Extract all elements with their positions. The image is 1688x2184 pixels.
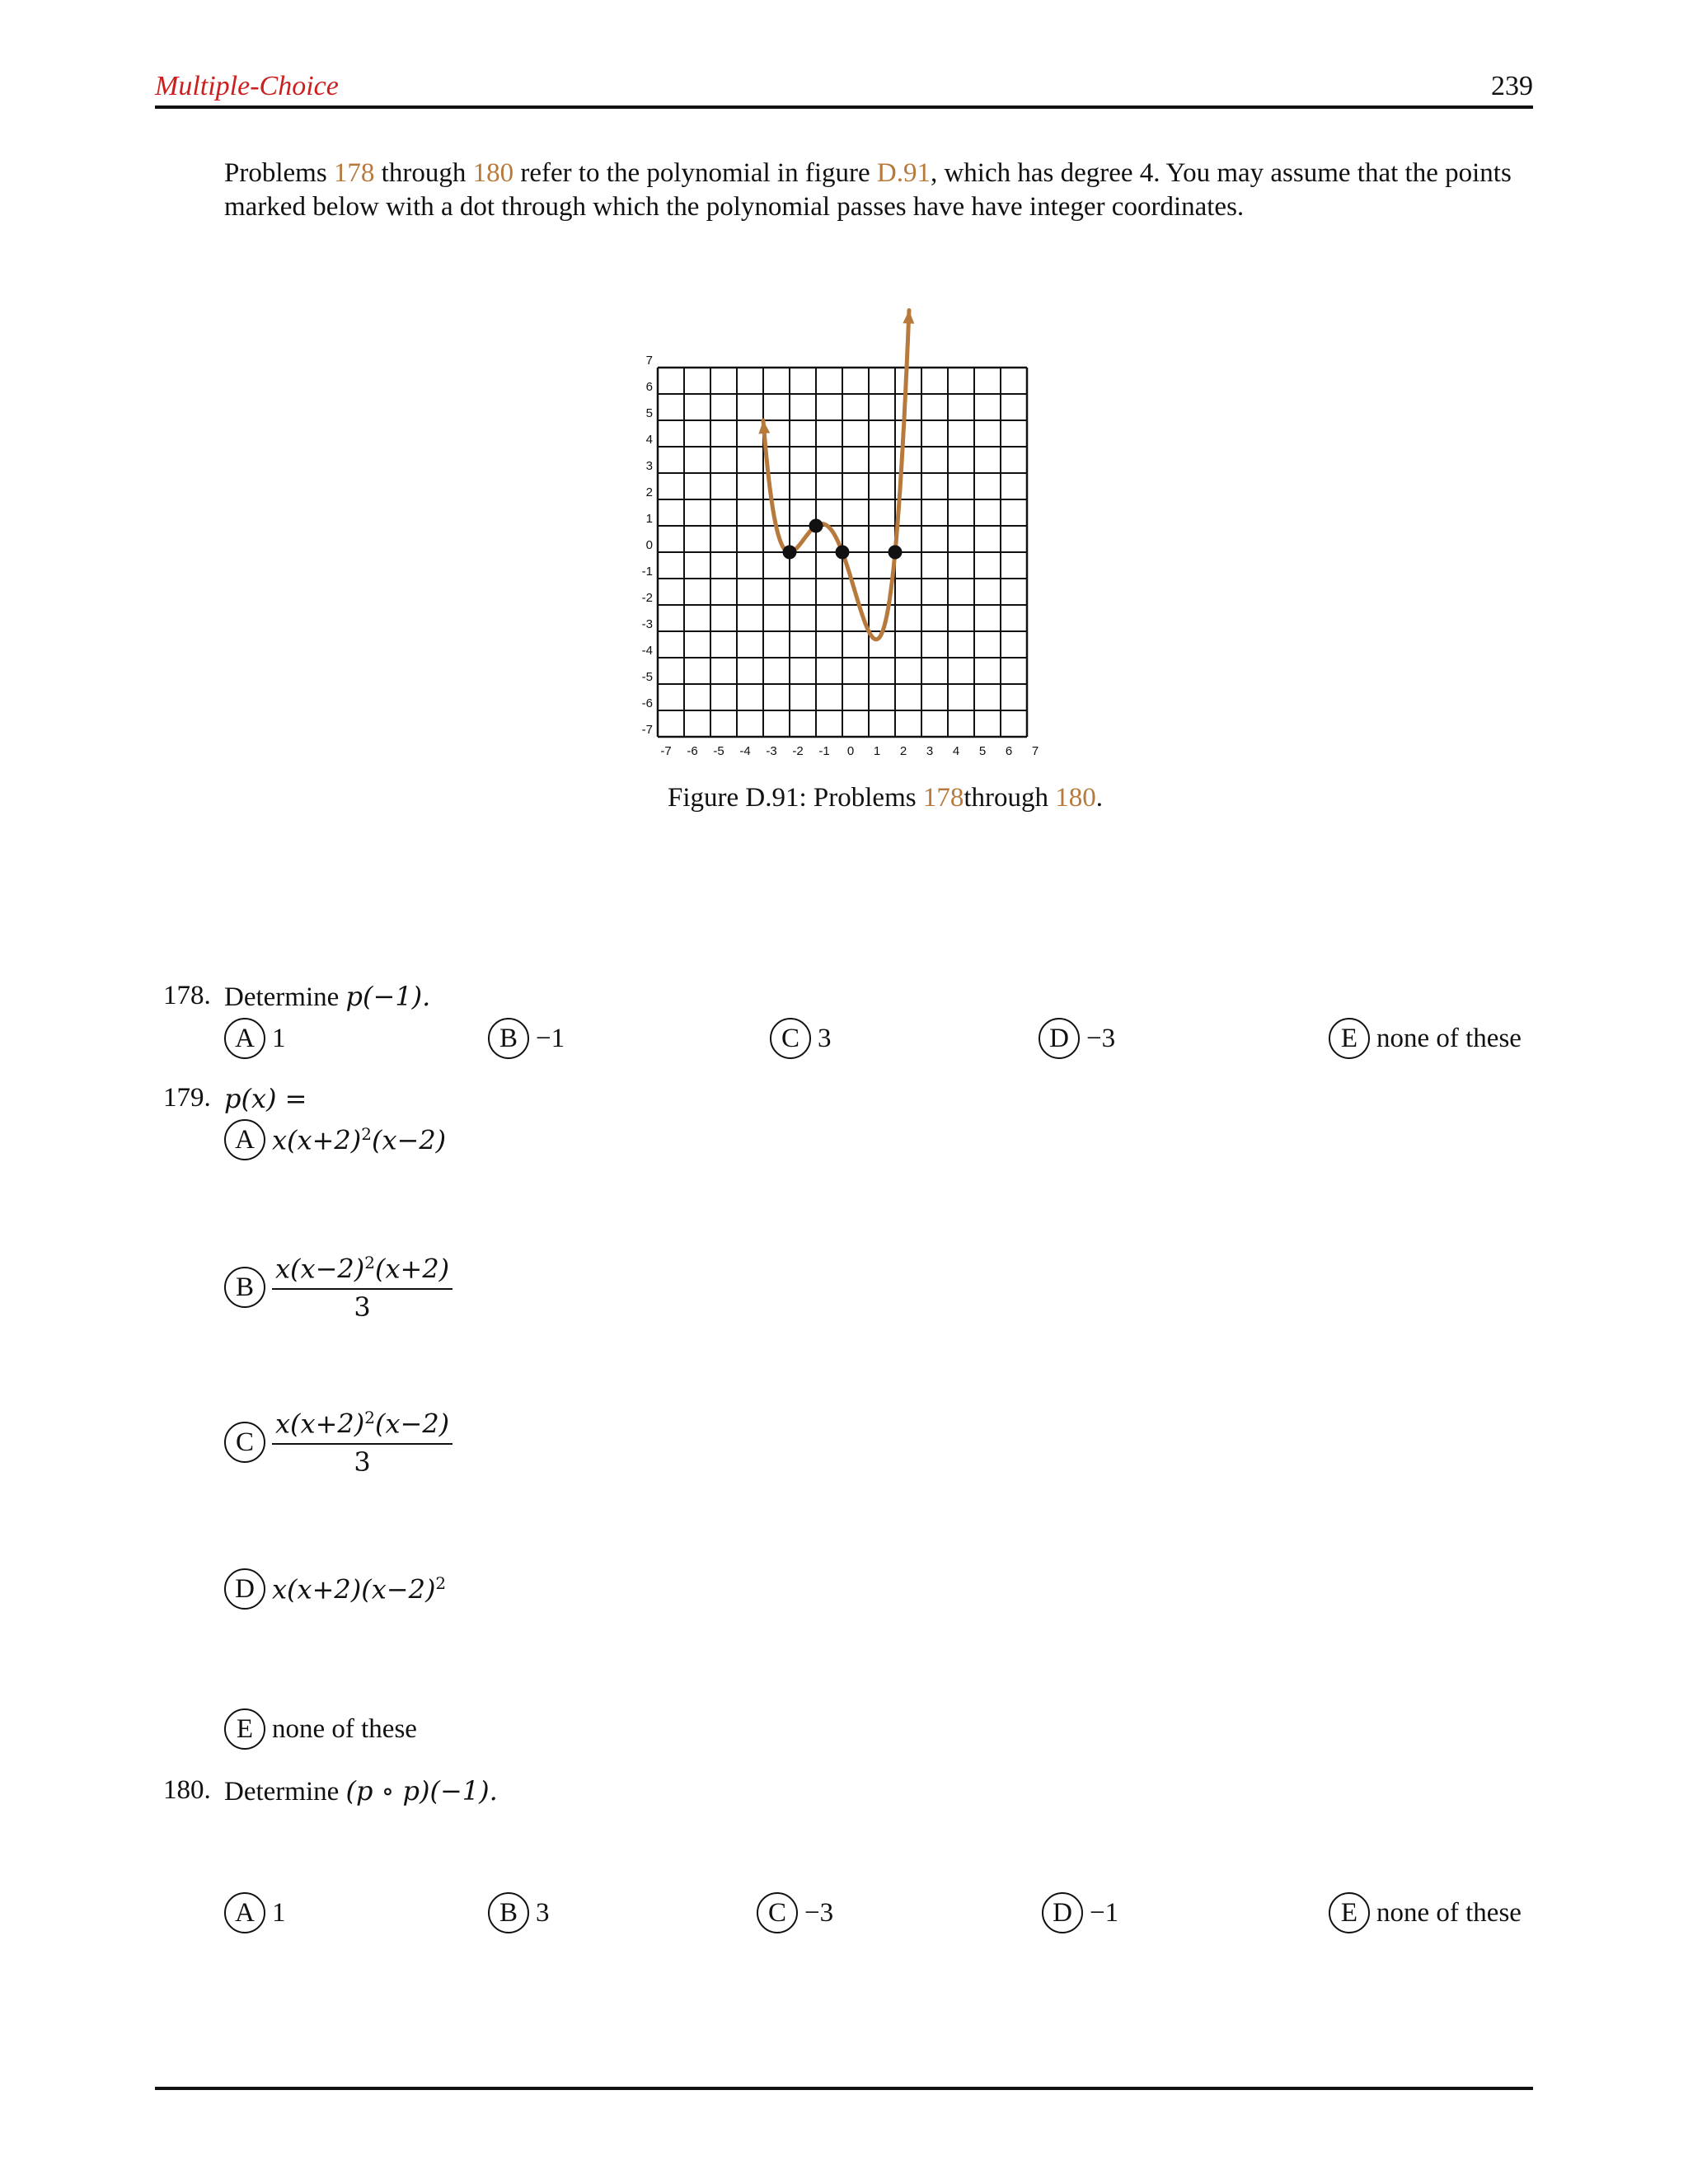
polynomial-graph bbox=[626, 288, 1055, 758]
x-tick-label: -5 bbox=[713, 744, 724, 758]
y-tick-label: 2 bbox=[645, 485, 653, 499]
x-axis-tick-labels bbox=[660, 744, 1039, 758]
x-tick-label: 2 bbox=[899, 744, 907, 758]
marked-point bbox=[783, 546, 797, 560]
x-tick-label: 3 bbox=[926, 744, 934, 758]
q180-option-d[interactable]: D −1 bbox=[1042, 1892, 1118, 1933]
q179-option-a[interactable]: A $x(x+2)^2(x-2)$ bbox=[224, 1119, 446, 1160]
curve-arrowhead bbox=[758, 420, 770, 434]
q180-option-b[interactable]: B 3 bbox=[488, 1892, 550, 1933]
choice-circle-d[interactable]: D bbox=[224, 1568, 265, 1610]
question-number-180: 180. bbox=[163, 1775, 211, 1805]
header-rule bbox=[155, 105, 1533, 109]
y-tick-label: -4 bbox=[641, 644, 653, 658]
x-tick-label: 0 bbox=[846, 744, 855, 758]
choice-circle-c[interactable]: C bbox=[770, 1018, 811, 1059]
q179-option-e[interactable]: E none of these bbox=[224, 1708, 417, 1750]
x-tick-label: 5 bbox=[978, 744, 987, 758]
question-prompt-178: Determine p(−1). bbox=[224, 981, 431, 1012]
q178-option-b[interactable]: B −1 bbox=[488, 1018, 565, 1059]
q178-option-c[interactable]: C 3 bbox=[770, 1018, 832, 1059]
x-tick-label: 7 bbox=[1031, 744, 1039, 758]
q179-option-d[interactable]: D $x(x+2)(x-2)^2$ bbox=[224, 1568, 446, 1610]
marked-point bbox=[889, 546, 903, 560]
q178-option-a[interactable]: A 1 bbox=[224, 1018, 286, 1059]
page-number: 239 bbox=[1491, 71, 1533, 101]
x-tick-label: -7 bbox=[660, 744, 672, 758]
choice-circle-c[interactable]: C bbox=[757, 1892, 798, 1933]
choice-circle-b[interactable]: B bbox=[224, 1267, 265, 1308]
choice-circle-e[interactable]: E bbox=[1329, 1892, 1370, 1933]
curve-arrowhead bbox=[903, 310, 914, 323]
y-tick-label: -5 bbox=[641, 670, 653, 684]
fraction-c: $\frac{x(x+2)^2(x-2)}{3}$ bbox=[272, 1408, 452, 1478]
y-tick-label: -3 bbox=[641, 617, 653, 631]
choice-circle-d[interactable]: D bbox=[1042, 1892, 1083, 1933]
y-tick-label: -6 bbox=[641, 696, 653, 710]
choice-circle-d[interactable]: D bbox=[1039, 1018, 1080, 1059]
choice-circle-b[interactable]: B bbox=[488, 1892, 529, 1933]
y-tick-label: -7 bbox=[641, 723, 653, 737]
y-tick-label: -1 bbox=[641, 565, 653, 579]
choice-circle-b[interactable]: B bbox=[488, 1018, 529, 1059]
figure-caption: Figure D.91: Problems 178through 180. bbox=[668, 783, 1103, 813]
x-tick-label: -6 bbox=[687, 744, 698, 758]
question-prompt-179: p(x) = bbox=[224, 1083, 307, 1114]
problem-link-180[interactable]: 180 bbox=[472, 158, 514, 188]
q179-option-b[interactable] bbox=[224, 1253, 452, 1323]
curve-arrows bbox=[758, 310, 914, 434]
footer-rule bbox=[155, 2087, 1533, 2090]
running-header-section: Multiple-Choice bbox=[155, 71, 339, 101]
problem-link-178[interactable]: 178 bbox=[333, 158, 375, 188]
q178-option-d[interactable]: D −3 bbox=[1039, 1018, 1115, 1059]
y-tick-label: 7 bbox=[645, 354, 653, 368]
choice-circle-a[interactable]: A bbox=[224, 1119, 265, 1160]
x-tick-label: -2 bbox=[792, 744, 804, 758]
x-tick-label: -1 bbox=[818, 744, 830, 758]
choice-circle-a[interactable]: A bbox=[224, 1892, 265, 1933]
question-prompt-180: Determine (p ∘ p)(−1). bbox=[224, 1775, 498, 1807]
polynomial-curve bbox=[763, 311, 909, 640]
x-tick-label: 4 bbox=[952, 744, 960, 758]
fraction-b: $\frac{x(x-2)^2(x+2)}{3}$ bbox=[272, 1253, 452, 1323]
y-tick-label: 5 bbox=[645, 406, 653, 420]
y-tick-label: 6 bbox=[645, 380, 653, 394]
choice-circle-e[interactable]: E bbox=[1329, 1018, 1370, 1059]
q179-option-c[interactable] bbox=[224, 1408, 452, 1478]
intro-paragraph: Problems 178 through 180 refer to the polynomial in figure D.91, which has degree 4. You may assume that the points marked below with a dot through which the polynomial passes have have integer coordinates. bbox=[224, 158, 1512, 222]
choice-circle-e[interactable]: E bbox=[224, 1708, 265, 1750]
question-number-179: 179. bbox=[163, 1083, 211, 1113]
x-tick-label: -4 bbox=[739, 744, 751, 758]
y-tick-label: -2 bbox=[641, 591, 653, 605]
choice-circle-a[interactable]: A bbox=[224, 1018, 265, 1059]
y-tick-label: 3 bbox=[645, 459, 653, 473]
caption-link-180[interactable]: 180 bbox=[1055, 783, 1096, 813]
marked-point bbox=[836, 546, 850, 560]
y-axis-tick-labels bbox=[642, 354, 653, 737]
y-tick-label: 0 bbox=[645, 538, 653, 552]
q180-option-c[interactable]: C −3 bbox=[757, 1892, 833, 1933]
marked-point bbox=[809, 519, 823, 533]
x-tick-label: -3 bbox=[766, 744, 777, 758]
y-tick-label: 1 bbox=[645, 512, 653, 526]
x-tick-label: 6 bbox=[1005, 744, 1013, 758]
x-tick-label: 1 bbox=[873, 744, 881, 758]
question-number-178: 178. bbox=[163, 981, 211, 1010]
q180-option-e[interactable]: E none of these bbox=[1329, 1892, 1522, 1933]
q178-option-e[interactable]: E none of these bbox=[1329, 1018, 1522, 1059]
figure-link-d91[interactable]: D.91 bbox=[876, 158, 931, 188]
q180-option-a[interactable]: A 1 bbox=[224, 1892, 286, 1933]
y-tick-label: 4 bbox=[645, 433, 653, 447]
choice-circle-c[interactable]: C bbox=[224, 1422, 265, 1463]
caption-link-178[interactable]: 178 bbox=[922, 783, 964, 813]
